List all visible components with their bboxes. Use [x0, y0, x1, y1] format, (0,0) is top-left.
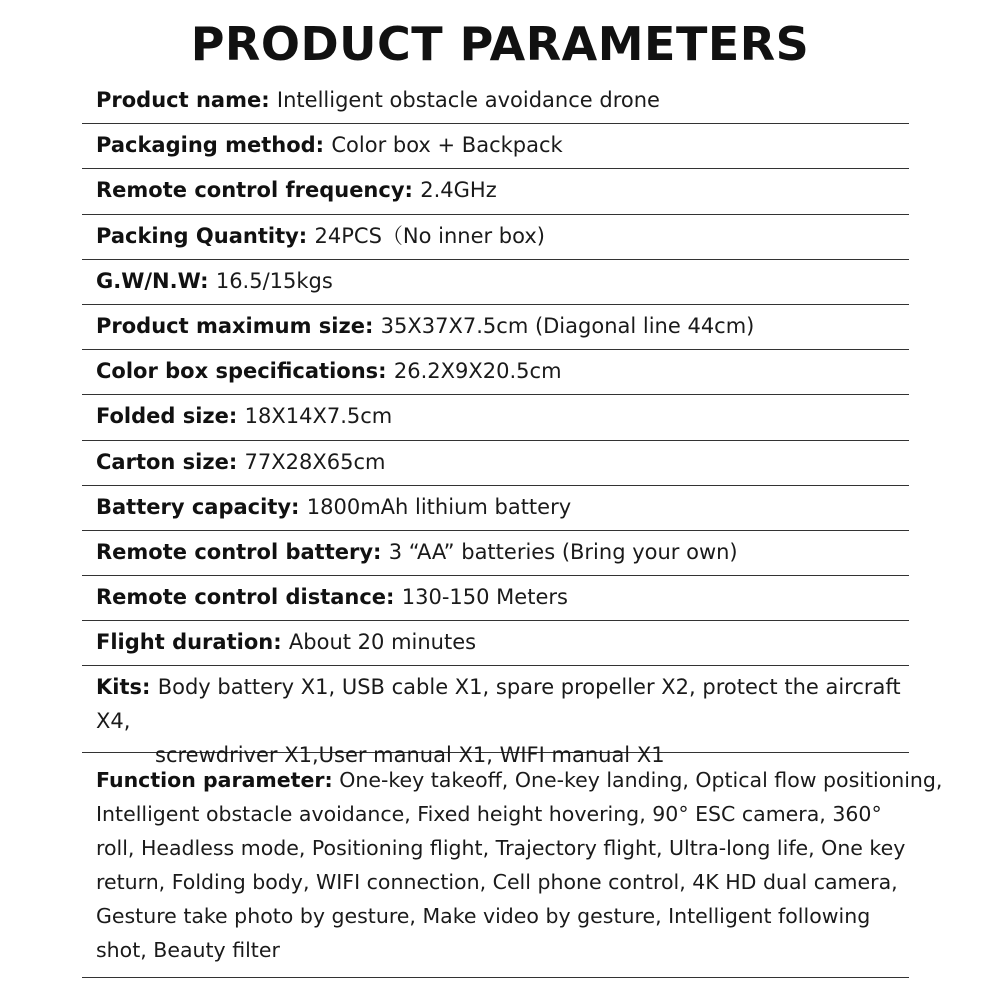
- param-value: 24PCS（No inner box): [314, 223, 545, 248]
- param-row-battery-capacity: [82, 486, 909, 531]
- function-line-2: Intelligent obstacle avoidance, Fixed height hovering, 90° ESC camera, 360°: [96, 802, 882, 827]
- param-value: 35X37X7.5cm (Diagonal line 44cm): [380, 313, 755, 338]
- param-label: Remote control battery:: [96, 539, 389, 564]
- function-line-5: Gesture take photo by gesture, Make video by gesture, Intelligent following: [96, 904, 871, 929]
- param-row-packaging-method: [82, 124, 909, 169]
- page-title: PRODUCT PARAMETERS: [190, 17, 810, 71]
- param-label: Function parameter:: [96, 768, 333, 793]
- param-value: Intelligent obstacle avoidance drone: [276, 88, 660, 112]
- param-row-function-parameter: [82, 753, 943, 978]
- function-text-1: One-key takeoff, One-key landing, Optical flow positioning,: [339, 768, 943, 793]
- param-value: 77X28X65cm: [244, 449, 386, 474]
- param-row-color-box-specifications: [82, 350, 909, 395]
- param-row-remote-control-distance: [82, 576, 909, 621]
- param-label: Color box specifications:: [96, 359, 394, 384]
- param-label: Packing Quantity:: [96, 223, 315, 248]
- param-row-kits: [82, 666, 909, 768]
- param-value: Color box + Backpack: [331, 133, 563, 158]
- param-row-packing-quantity: [82, 215, 909, 260]
- param-value: 16.5/15kgs: [215, 268, 333, 293]
- kits-line-2: screwdriver X1,User manual X1, WIFI manual X1: [155, 743, 665, 768]
- param-label: Battery capacity:: [96, 494, 307, 519]
- param-label: Product maximum size:: [96, 313, 381, 338]
- param-label: Kits:: [96, 675, 158, 700]
- function-line-4: return, Folding body, WIFI connection, Cell phone control, 4K HD dual camera,: [96, 870, 898, 895]
- param-label: Remote control distance:: [96, 585, 402, 610]
- function-line-3: roll, Headless mode, Positioning flight, Trajectory flight, Ultra-long life, One key: [96, 836, 906, 861]
- param-row-product-maximum-size: [82, 305, 909, 350]
- param-row-carton-size: [82, 441, 909, 486]
- param-value: 2.4GHz: [420, 178, 497, 203]
- param-row-folded-size: [82, 395, 909, 440]
- param-row-product-name: [82, 79, 909, 124]
- param-label: G.W/N.W:: [96, 268, 216, 293]
- parameters-table: [82, 79, 943, 978]
- param-value: 18X14X7.5cm: [244, 404, 393, 429]
- param-value: About 20 minutes: [288, 630, 477, 655]
- function-line-1: [96, 763, 943, 797]
- param-value: 130-150 Meters: [401, 585, 568, 610]
- param-label: Folded size:: [96, 404, 245, 429]
- param-label: Remote control frequency:: [96, 178, 421, 203]
- param-value: 26.2X9X20.5cm: [393, 359, 562, 384]
- param-row-gross-net-weight: [82, 260, 909, 305]
- param-row-flight-duration: [82, 621, 909, 666]
- param-row-remote-control-battery: [82, 531, 909, 576]
- param-value: 3 “AA” batteries (Bring your own): [388, 539, 738, 564]
- param-value: 1800mAh lithium battery: [306, 494, 572, 519]
- kits-line-1: Body battery X1, USB cable X1, spare propeller X2, protect the aircraft X4,: [96, 675, 901, 734]
- function-line-6: shot, Beauty filter: [96, 938, 280, 963]
- param-label: Packaging method:: [96, 133, 332, 158]
- param-row-remote-control-frequency: [82, 169, 909, 214]
- param-label: Product name:: [96, 88, 277, 112]
- param-label: Carton size:: [96, 449, 245, 474]
- param-label: Flight duration:: [96, 630, 289, 655]
